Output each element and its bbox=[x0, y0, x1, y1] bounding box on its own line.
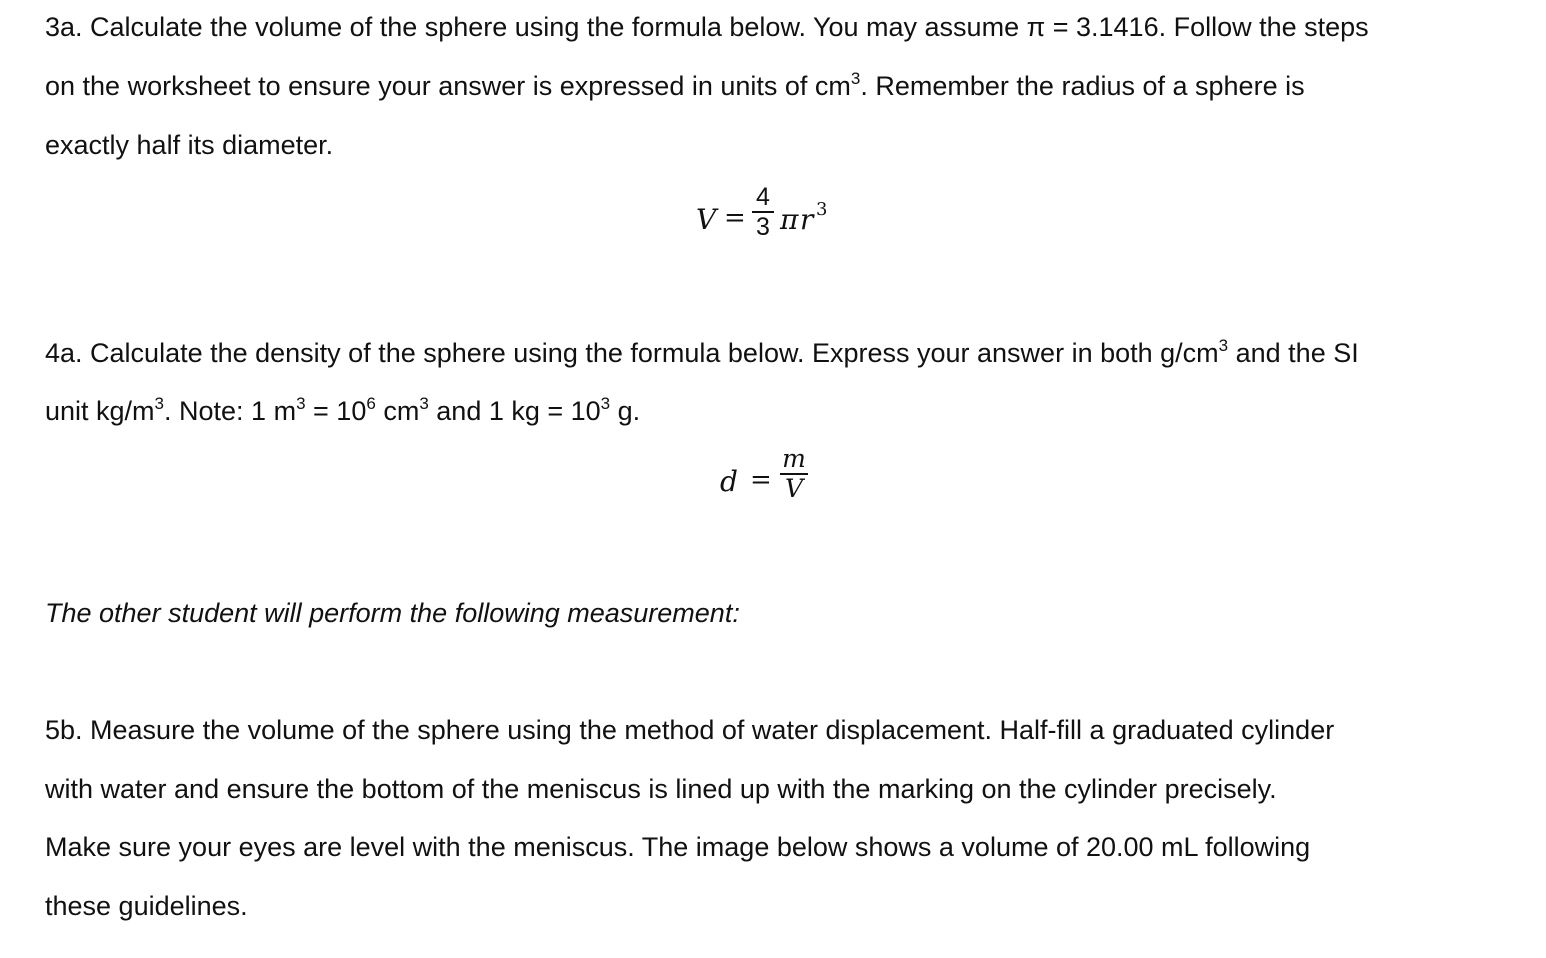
q3a-line-3: exactly half its diameter. bbox=[45, 130, 334, 160]
power-exponent: 6 bbox=[366, 394, 376, 413]
density-variable: d bbox=[720, 465, 738, 498]
radius-exponent: 3 bbox=[816, 199, 828, 220]
q4a-line-2-text-a: unit kg/m bbox=[45, 396, 155, 426]
pi-symbol: π bbox=[1026, 12, 1046, 42]
q3a-line-2-text-a: on the worksheet to ensure your answer is expressed in units of cm bbox=[45, 71, 851, 101]
q4a-line-1-text-b: and the SI bbox=[1228, 338, 1359, 368]
q4a-line-2-text-b: . Note: 1 m bbox=[164, 396, 297, 426]
q4a-line-2-text-c: = 10 bbox=[305, 396, 367, 426]
cubic-exponent: 3 bbox=[296, 394, 306, 413]
four-thirds-fraction bbox=[752, 183, 774, 241]
q4a-line-2 bbox=[45, 394, 640, 428]
q5b-line-3: Make sure your eyes are level with the meniscus. The image below shows a volume of 20.00 mL following bbox=[45, 832, 1311, 862]
fraction-denominator: V bbox=[784, 474, 804, 503]
mass-over-volume-fraction bbox=[780, 445, 808, 503]
q3a-line-1 bbox=[45, 10, 1369, 44]
q5b-line-4: these guidelines. bbox=[45, 891, 248, 921]
power-exponent: 3 bbox=[600, 394, 611, 413]
q4a-line-2-text-f: g. bbox=[610, 396, 641, 426]
q3a-line-1-text-b: = 3.1416. Follow the steps bbox=[1045, 12, 1369, 42]
radius-variable: r bbox=[800, 203, 814, 236]
q5b-line-1: 5b. Measure the volume of the sphere using the method of water displacement. Half-fill a graduated cylinder bbox=[45, 715, 1335, 745]
q5b-line-2: with water and ensure the bottom of the meniscus is lined up with the marking on the cylinder precisely. bbox=[45, 774, 1277, 804]
fraction-denominator: 3 bbox=[756, 213, 770, 241]
q4a-line-1-text-a: 4a. Calculate the density of the sphere using the formula below. Express your answer in both g/cm bbox=[45, 338, 1219, 368]
cubic-exponent: 3 bbox=[1218, 336, 1229, 355]
q3a-line-2 bbox=[45, 69, 1305, 103]
pi-symbol-formula: π bbox=[780, 203, 799, 236]
volume-variable: V bbox=[696, 203, 717, 236]
q3a-line-1-text-a: 3a. Calculate the volume of the sphere using the formula below. You may assume bbox=[45, 12, 1027, 42]
q4a-line-2-text-d: cm bbox=[375, 396, 420, 426]
other-student-intro: The other student will perform the following measurement: bbox=[45, 598, 740, 628]
q4a-line-1 bbox=[45, 336, 1359, 370]
cubic-exponent: 3 bbox=[154, 394, 165, 413]
q3a-line-2-text-b: . Remember the radius of a sphere is bbox=[860, 71, 1305, 101]
fraction-numerator: m bbox=[782, 444, 806, 473]
cubic-exponent: 3 bbox=[850, 69, 861, 88]
cubic-exponent: 3 bbox=[419, 394, 429, 413]
equals-sign: = bbox=[724, 203, 746, 233]
q4a-line-2-text-e: and 1 kg = 10 bbox=[428, 396, 601, 426]
equals-sign: = bbox=[750, 465, 772, 495]
fraction-numerator: 4 bbox=[756, 183, 770, 211]
